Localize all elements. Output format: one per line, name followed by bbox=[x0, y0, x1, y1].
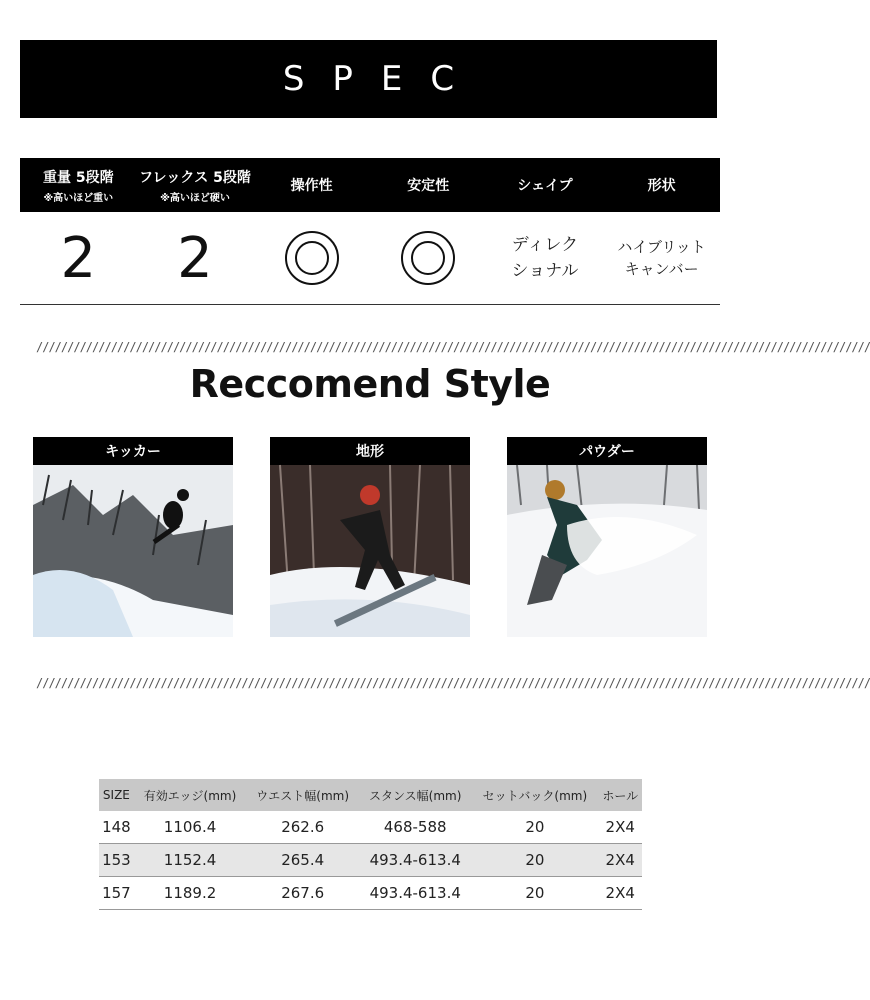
style-card-powder bbox=[507, 437, 707, 637]
double-circle-icon bbox=[285, 231, 339, 285]
style-card-terrain bbox=[270, 437, 470, 637]
col-setback: セットバック(mm) bbox=[471, 779, 598, 811]
style-card-label: 地形 bbox=[270, 437, 470, 465]
spec-table-values bbox=[20, 212, 720, 305]
header-flex-note: ※高いほど硬い bbox=[160, 192, 230, 204]
col-size: SIZE bbox=[99, 779, 134, 811]
spec-table-header bbox=[20, 158, 720, 212]
cell-size: 153 bbox=[99, 844, 134, 877]
header-weight-label: 重量 5段階 bbox=[43, 169, 114, 186]
form-value: ハイブリット キャンバー bbox=[617, 238, 706, 278]
style-card-label: キッカー bbox=[33, 437, 233, 465]
value-operability bbox=[253, 212, 370, 304]
col-edge: 有効エッジ(mm) bbox=[134, 779, 246, 811]
slash-divider: ////////////////////////////////////////////////////////////////////////////////////////////////////////////////////////////////////// bbox=[36, 340, 870, 354]
spec-banner bbox=[20, 40, 717, 118]
value-form bbox=[603, 212, 720, 304]
value-weight bbox=[20, 212, 137, 304]
cell-waist: 267.6 bbox=[246, 877, 359, 910]
table-row bbox=[99, 877, 642, 910]
size-table bbox=[99, 779, 642, 910]
spec-title: SPEC bbox=[282, 59, 483, 99]
spec-table bbox=[20, 158, 720, 305]
cell-stance: 468-588 bbox=[359, 811, 471, 844]
size-table-header bbox=[99, 779, 642, 811]
cell-edge: 1152.4 bbox=[134, 844, 246, 877]
cell-setback: 20 bbox=[471, 877, 598, 910]
terrain-photo bbox=[270, 465, 470, 637]
cell-waist: 262.6 bbox=[246, 811, 359, 844]
header-flex bbox=[137, 158, 254, 212]
header-stability-label: 安定性 bbox=[407, 178, 450, 194]
table-row bbox=[99, 811, 642, 844]
header-weight-note: ※高いほど重い bbox=[43, 192, 114, 204]
cell-hole: 2X4 bbox=[598, 811, 642, 844]
header-shape-label: シェイプ bbox=[517, 178, 573, 194]
powder-photo bbox=[507, 465, 707, 637]
col-stance: スタンス幅(mm) bbox=[359, 779, 471, 811]
cell-stance: 493.4-613.4 bbox=[359, 844, 471, 877]
flex-value: 2 bbox=[177, 225, 213, 291]
kicker-photo bbox=[33, 465, 233, 637]
style-card-label: パウダー bbox=[507, 437, 707, 465]
header-form-label: 形状 bbox=[647, 178, 676, 194]
header-operability-label: 操作性 bbox=[290, 178, 333, 194]
recommend-title: Reccomend Style bbox=[189, 362, 551, 406]
cell-waist: 265.4 bbox=[246, 844, 359, 877]
header-flex-label: フレックス 5段階 bbox=[139, 169, 251, 186]
double-circle-icon bbox=[401, 231, 455, 285]
value-flex bbox=[137, 212, 254, 304]
col-waist: ウエスト幅(mm) bbox=[246, 779, 359, 811]
header-weight bbox=[20, 158, 137, 212]
cell-hole: 2X4 bbox=[598, 877, 642, 910]
cell-setback: 20 bbox=[471, 811, 598, 844]
shape-value: ディレク ショナル bbox=[511, 235, 579, 281]
cell-size: 157 bbox=[99, 877, 134, 910]
cell-edge: 1106.4 bbox=[134, 811, 246, 844]
header-stability bbox=[370, 158, 487, 212]
cell-edge: 1189.2 bbox=[134, 877, 246, 910]
cell-setback: 20 bbox=[471, 844, 598, 877]
weight-value: 2 bbox=[60, 225, 97, 291]
header-form bbox=[603, 158, 720, 212]
header-shape bbox=[487, 158, 604, 212]
value-shape bbox=[487, 212, 604, 304]
cell-size: 148 bbox=[99, 811, 134, 844]
header-operability bbox=[253, 158, 370, 212]
value-stability bbox=[370, 212, 487, 304]
table-row bbox=[99, 844, 642, 877]
cell-hole: 2X4 bbox=[598, 844, 642, 877]
style-card-kicker bbox=[33, 437, 233, 637]
slash-divider: ////////////////////////////////////////////////////////////////////////////////////////////////////////////////////////////////////// bbox=[36, 676, 870, 690]
cell-stance: 493.4-613.4 bbox=[359, 877, 471, 910]
col-hole: ホール bbox=[598, 779, 642, 811]
